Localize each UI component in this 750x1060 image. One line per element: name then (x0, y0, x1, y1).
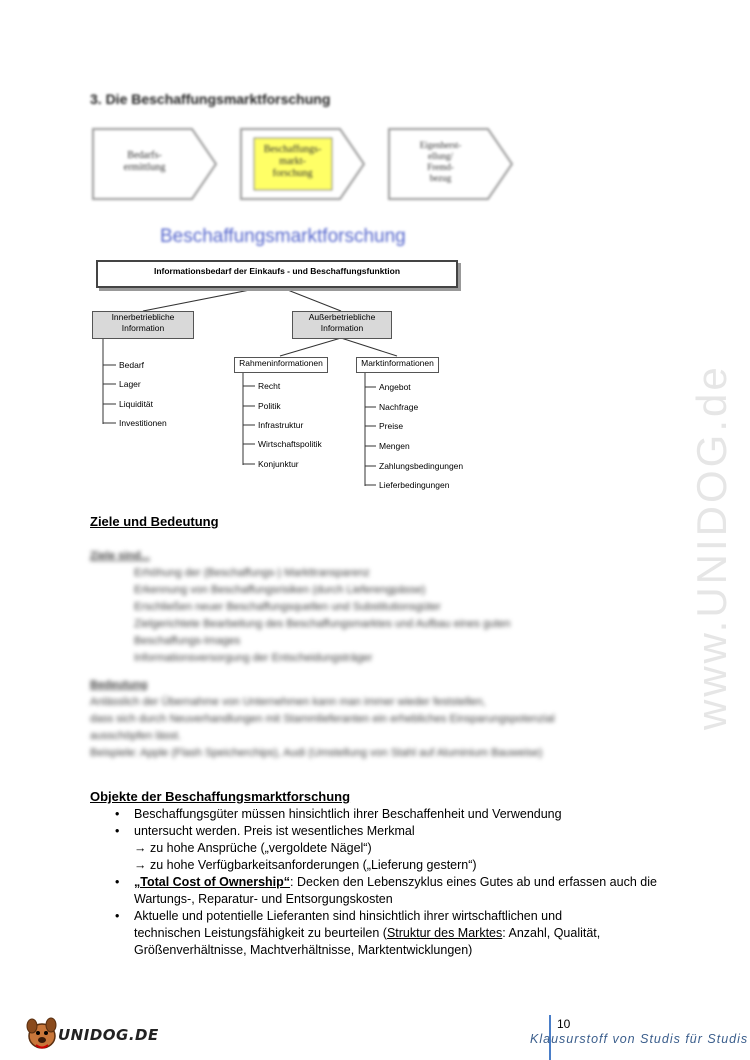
watermark: www.UNIDOG.de (688, 364, 735, 730)
external-info-box: Außerbetriebliche Information (292, 311, 392, 339)
ziele-line: Erkennung von Beschaffungsrisiken (durch Lieferengpässe) (134, 584, 426, 596)
objekte-list (90, 806, 690, 959)
market-item: Angebot (379, 382, 411, 392)
internal-info-box: Innerbetriebliche Information (92, 311, 194, 339)
market-item: Mengen (379, 441, 410, 451)
market-item: Preise (379, 421, 404, 431)
ziele-heading: Ziele und Bedeutung (90, 514, 219, 529)
objekte-bullet-text: Wartungs-, Reparatur- und Entsorgungskosten (134, 892, 393, 906)
objekte-bullet-text: Aktuelle und potentielle Lieferanten sind hinsichtlich ihrer wirtschaftlichen und (134, 909, 563, 923)
objekte-bullet (90, 874, 690, 908)
objekte-bullet-text: untersucht werden. Preis ist wesentliches Merkmal (134, 824, 415, 838)
footer-tagline: Klausurstoff von Studis für Studis (530, 1032, 749, 1046)
bedeutung-subheading: Bedeutung (90, 679, 148, 691)
objekte-bullet-text: Beschaffungsgüter müssen hinsichtlich ihrer Beschaffenheit und Verwendung (134, 807, 562, 821)
market-structure-term: Struktur des Marktes (386, 926, 503, 940)
objekte-bullet-text: technischen Leistungsfähigkeit zu beurteilen ( (134, 926, 387, 940)
ziele-blurred-block (90, 548, 650, 762)
bedeutung-line: Anlässlich der Übernahme von Unternehmen kann man immer wieder feststellen, (90, 696, 486, 708)
bedeutung-line: dass sich durch Neuverhandlungen mit Stammlieferanten ein erhebliches Einsparungspotenzial (90, 713, 555, 725)
internal-item: Lager (119, 379, 141, 389)
objekte-sub-item: → zu hohe Ansprüche („vergoldete Nägel“) (134, 841, 372, 855)
tco-term: „Total Cost of Ownership“ (134, 875, 291, 889)
ziele-line: Erhöhung der (Beschaffungs-) Markttransparenz (134, 567, 370, 579)
diagram-title: Beschaffungsmarktforschung (160, 226, 406, 247)
section-heading: 3. Die Beschaffungsmarktforschung (90, 91, 331, 107)
objekte-sub-item: → zu hohe Verfügbarkeitsanforderungen („Lieferung gestern“) (134, 858, 477, 872)
market-item: Zahlungsbedingungen (379, 461, 464, 471)
process-step-3-label: Eigenherst- ellung/ Fremd- bezug (419, 140, 462, 183)
logo-text: UNIDOG.DE (58, 1026, 159, 1044)
tree-connectors (0, 0, 750, 500)
objekte-bullet (90, 823, 690, 874)
frame-item: Konjunktur (258, 459, 299, 469)
objekte-bullet-text: : Anzahl, Qualität, (502, 926, 601, 940)
process-step-1-label: Bedarfs- ermittlung (123, 150, 166, 173)
ziele-line: Erschließen neuer Beschaffungsquellen und Substitutionsgüter (134, 601, 441, 613)
market-item: Lieferbedingungen (379, 480, 450, 490)
ziele-subheading: Ziele sind... (90, 550, 150, 562)
market-item: Nachfrage (379, 402, 419, 412)
objekte-bullet-text: Größenverhältnisse, Machtverhältnisse, Marktentwicklungen) (134, 943, 473, 957)
ziele-line: Zielgerichtete Bearbeitung des Beschaffungsmarktes und Aufbau eines guten (134, 618, 511, 630)
page-number: 10 (557, 1017, 571, 1031)
frame-info-box: Rahmeninformationen (234, 357, 328, 373)
bedeutung-line: Beispiele: Apple (Flash Speicherchips), Audi (Umstellung von Stahl auf Aluminium Bauweise) (90, 747, 543, 759)
frame-item: Recht (258, 381, 281, 391)
frame-item: Infrastruktur (258, 420, 304, 430)
internal-item: Liquidität (119, 399, 154, 409)
objekte-bullet-text: : Decken den Lebenszyklus eines Gutes ab und erfassen auch die (290, 875, 657, 889)
frame-item: Politik (258, 401, 281, 411)
objekte-bullet (90, 806, 690, 823)
objekte-heading: Objekte der Beschaffungsmarktforschung (90, 789, 351, 804)
objekte-bullet (90, 908, 690, 959)
frame-item: Wirtschaftspolitik (258, 439, 322, 449)
process-step-2-label: Beschaffungs- markt- forschung (263, 144, 322, 179)
ziele-line: Beschaffungs-Images (134, 635, 241, 647)
ziele-line: Informationsversorgung der Entscheidungsträger (134, 652, 373, 664)
market-info-box: Marktinformationen (356, 357, 439, 373)
diagram-root-box: Informationsbedarf der Einkaufs - und Beschaffungsfunktion (96, 260, 458, 288)
internal-item: Investitionen (119, 418, 167, 428)
internal-item: Bedarf (119, 360, 145, 370)
bedeutung-line: ausschöpfen lässt. (90, 730, 182, 742)
